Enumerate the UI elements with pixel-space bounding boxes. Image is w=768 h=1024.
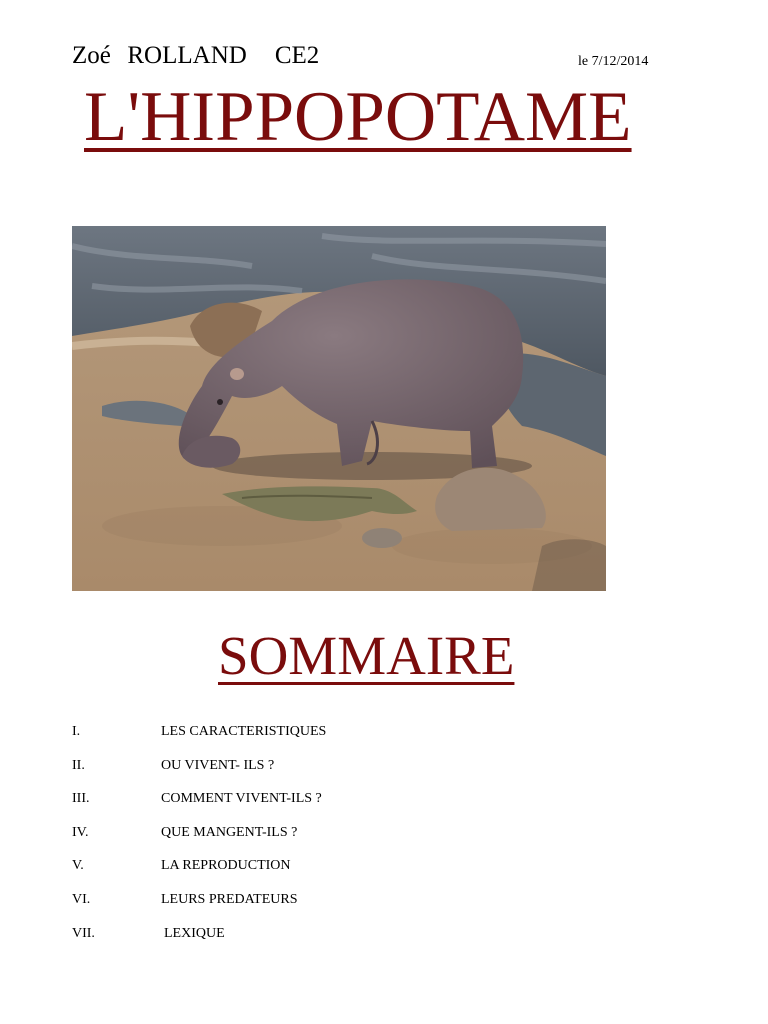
list-item: [72, 825, 522, 859]
page-title: L'HIPPOPOTAME: [84, 78, 632, 156]
item-label: LES CARACTERISTIQUES: [161, 724, 327, 739]
summary-list: [72, 724, 522, 959]
list-item: [72, 758, 522, 792]
item-label: QUE MANGENT-ILS ?: [161, 824, 298, 840]
item-number: VII.: [72, 925, 95, 941]
item-number: V.: [72, 858, 84, 874]
list-item: [72, 791, 522, 825]
item-label: COMMENT VIVENT-ILS ?: [161, 791, 322, 807]
item-number: I.: [72, 724, 81, 739]
item-number: III.: [72, 791, 90, 807]
document-date: le 7/12/2014: [578, 54, 649, 69]
item-label: LEURS PREDATEURS: [161, 891, 298, 907]
item-number: II.: [72, 757, 85, 773]
class-level: CE2: [274, 42, 320, 69]
item-label: LEXIQUE: [164, 925, 225, 941]
author-line: [72, 42, 319, 70]
item-label: LA REPRODUCTION: [161, 858, 291, 874]
author-name: Zoé ROLLAND: [72, 42, 247, 69]
list-item: [72, 926, 522, 960]
item-number: IV.: [72, 824, 89, 840]
hippo-photo: [72, 226, 606, 591]
list-item: [72, 892, 522, 926]
list-item: [72, 724, 522, 758]
item-label: OU VIVENT- ILS ?: [161, 757, 275, 773]
list-item: [72, 858, 522, 892]
item-number: VI.: [72, 891, 91, 907]
summary-heading: SOMMAIRE: [218, 625, 515, 686]
